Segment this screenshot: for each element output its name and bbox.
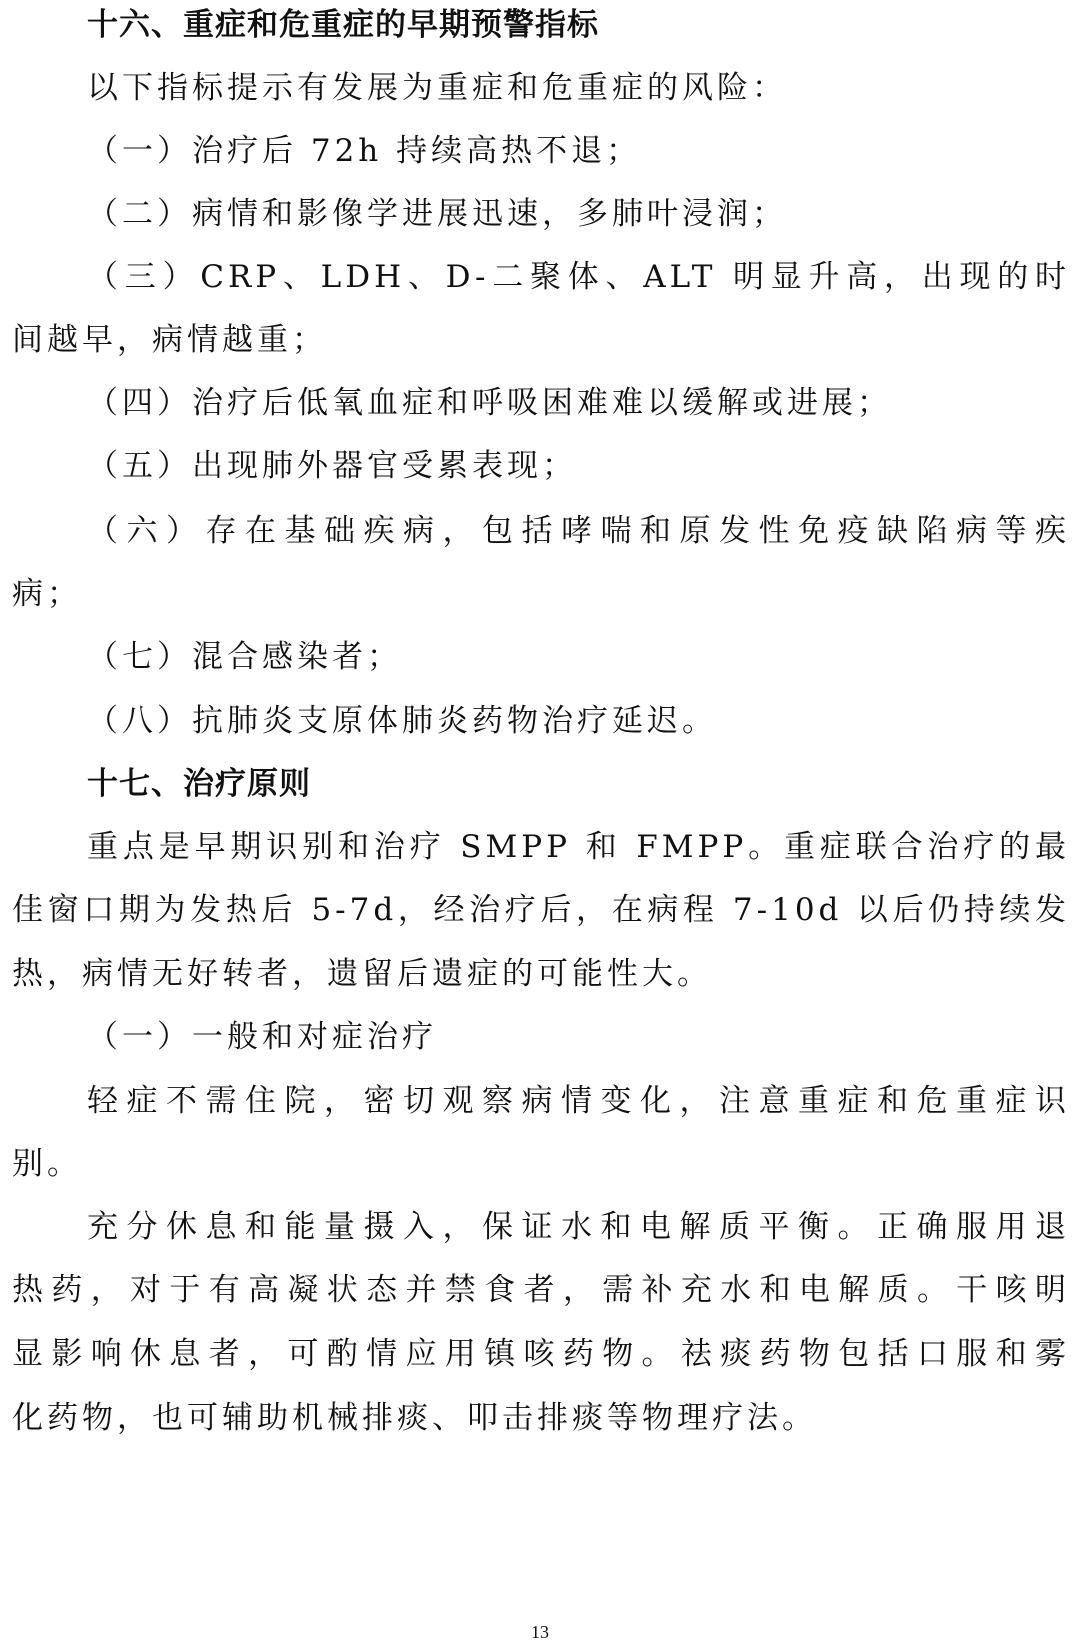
paragraph-line: 热药，对于有高凝状态并禁食者，需补充水和电解质。干咳明	[12, 1272, 1070, 1308]
list-item-6: （六）存在基础疾病，包括哮喘和原发性免疫缺陷病等疾	[87, 513, 1070, 549]
paragraph-line: 轻症不需住院，密切观察病情变化，注意重症和危重症识	[87, 1083, 1070, 1119]
paragraph-line: 化药物，也可辅助机械排痰、叩击排痰等物理疗法。	[12, 1400, 817, 1436]
paragraph-line: 重点是早期识别和治疗 SMPP 和 FMPP。重症联合治疗的最	[87, 829, 1070, 865]
list-item-7: （七）混合感染者；	[87, 639, 402, 675]
page-number: 13	[531, 1622, 549, 1642]
list-item-3: （三）CRP、LDH、D-二聚体、ALT 明显升高，出现的时	[87, 259, 1070, 295]
paragraph-line: 别。	[12, 1146, 82, 1182]
subsection-heading: （一）一般和对症治疗	[87, 1019, 437, 1055]
paragraph-line: 佳窗口期为发热后 5-7d，经治疗后，在病程 7-10d 以后仍持续发	[12, 892, 1070, 928]
paragraph-line: 以下指标提示有发展为重症和危重症的风险：	[87, 70, 787, 106]
paragraph-line: 热，病情无好转者，遗留后遗症的可能性大。	[12, 956, 712, 992]
list-item-8: （八）抗肺炎支原体肺炎药物治疗延迟。	[87, 703, 717, 739]
list-item-1: （一）治疗后 72h 持续高热不退；	[87, 133, 642, 169]
paragraph-line: 充分休息和能量摄入，保证水和电解质平衡。正确服用退	[87, 1209, 1070, 1245]
list-item-2: （二）病情和影像学进展迅速，多肺叶浸润；	[87, 196, 787, 232]
list-item-3-continuation: 间越早，病情越重；	[12, 322, 327, 358]
section-heading-17: 十七、治疗原则	[87, 766, 311, 802]
list-item-5: （五）出现肺外器官受累表现；	[87, 448, 577, 484]
paragraph-line: 显影响休息者，可酌情应用镇咳药物。祛痰药物包括口服和雾	[12, 1336, 1070, 1372]
list-item-6-continuation: 病；	[12, 576, 82, 612]
section-heading-16: 十六、重症和危重症的早期预警指标	[87, 7, 599, 43]
list-item-4: （四）治疗后低氧血症和呼吸困难难以缓解或进展；	[87, 385, 892, 421]
